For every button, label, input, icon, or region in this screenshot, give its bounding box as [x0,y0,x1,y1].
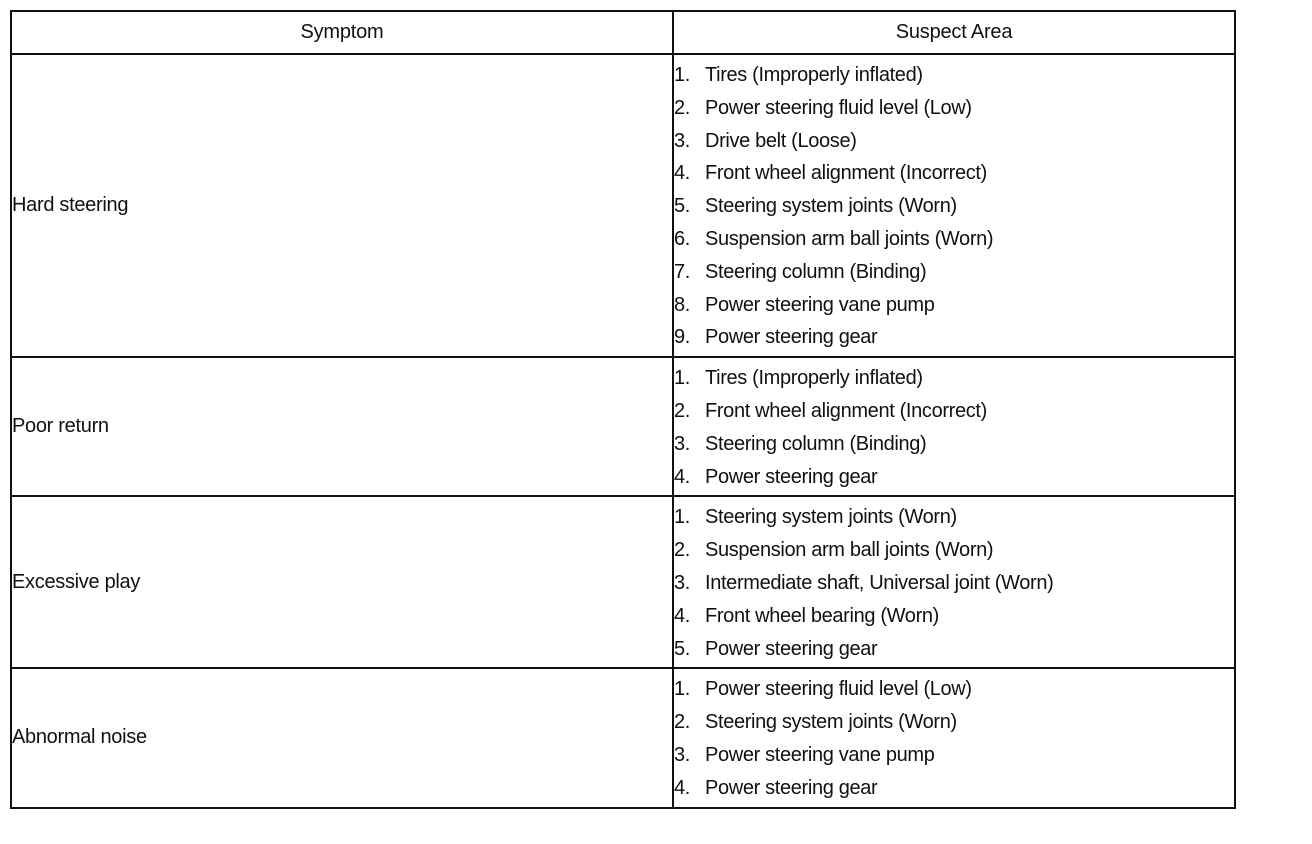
item-number: 7. [674,260,690,283]
item-text: Steering column (Binding) [705,260,927,283]
table-row [11,357,1235,496]
header-symptom: Symptom [11,11,673,54]
item-number: 4. [674,604,690,627]
symptom-cell: Poor return [11,357,673,496]
header-row [11,11,1235,54]
item-text: Intermediate shaft, Universal joint (Worn) [705,571,1054,594]
item-text: Suspension arm ball joints (Worn) [705,539,994,562]
item-text: Front wheel bearing (Worn) [705,604,939,627]
list-item [674,600,1234,633]
item-number: 1. [674,64,690,86]
item-text: Power steering gear [705,637,878,660]
list-item [674,772,1234,805]
item-text: Tires (Improperly inflated) [705,367,923,390]
item-text: Steering system joints (Worn) [705,195,957,218]
list-item [674,739,1234,772]
item-number: 3. [674,129,690,152]
item-number: 2. [674,96,690,119]
item-text: Power steering gear [705,326,878,349]
item-text: Power steering fluid level (Low) [705,678,972,701]
item-number: 2. [674,539,690,562]
list-item [674,289,1234,322]
item-number: 1. [674,367,690,390]
list-item [674,706,1234,739]
list-item [674,59,1234,92]
list-item [674,223,1234,256]
list-item [674,673,1234,706]
item-number: 3. [674,743,690,766]
list-item [674,395,1234,428]
item-text: Power steering gear [705,465,878,488]
list-item [674,125,1234,158]
list-item [674,190,1234,223]
table-row [11,668,1235,807]
table-body [11,54,1235,808]
item-text: Power steering vane pump [705,743,935,766]
item-text: Front wheel alignment (Incorrect) [705,399,987,422]
suspect-area-list [674,669,1234,806]
suspect-area-cell [673,496,1235,668]
item-text: Power steering fluid level (Low) [705,96,972,119]
item-number: 4. [674,162,690,185]
item-number: 1. [674,506,690,529]
item-number: 5. [674,195,690,218]
item-text: Drive belt (Loose) [705,129,857,152]
item-number: 2. [674,399,690,422]
item-number: 2. [674,711,690,734]
table-row [11,496,1235,668]
item-number: 3. [674,571,690,594]
symptom-cell: Abnormal noise [11,668,673,807]
item-number: 4. [674,776,690,799]
item-text: Steering system joints (Worn) [705,711,957,734]
suspect-area-cell [673,54,1235,357]
item-number: 8. [674,293,690,316]
item-number: 5. [674,637,690,660]
list-item [674,534,1234,567]
list-item [674,428,1234,461]
list-item [674,92,1234,125]
item-number: 6. [674,227,690,250]
item-text: Suspension arm ball joints (Worn) [705,227,994,250]
item-number: 9. [674,326,690,349]
item-text: Steering column (Binding) [705,432,927,455]
item-text: Front wheel alignment (Incorrect) [705,162,987,185]
item-text: Power steering vane pump [705,293,935,316]
list-item [674,567,1234,600]
suspect-area-list [674,55,1234,356]
suspect-area-list [674,497,1234,667]
list-item [674,256,1234,289]
item-number: 1. [674,678,690,701]
item-text: Steering system joints (Worn) [705,506,957,529]
item-number: 4. [674,465,690,488]
symptom-cell: Excessive play [11,496,673,668]
item-text: Tires (Improperly inflated) [705,64,923,86]
item-number: 3. [674,432,690,455]
suspect-area-cell [673,357,1235,496]
item-text: Power steering gear [705,776,878,799]
list-item [674,633,1234,666]
list-item [674,157,1234,190]
list-item [674,362,1234,395]
suspect-area-cell [673,668,1235,807]
table-row [11,54,1235,357]
header-suspect-area: Suspect Area [673,11,1235,54]
list-item [674,321,1234,354]
list-item [674,501,1234,534]
suspect-area-list [674,358,1234,495]
troubleshooting-table [10,10,1236,809]
list-item [674,461,1234,494]
symptom-cell: Hard steering [11,54,673,357]
